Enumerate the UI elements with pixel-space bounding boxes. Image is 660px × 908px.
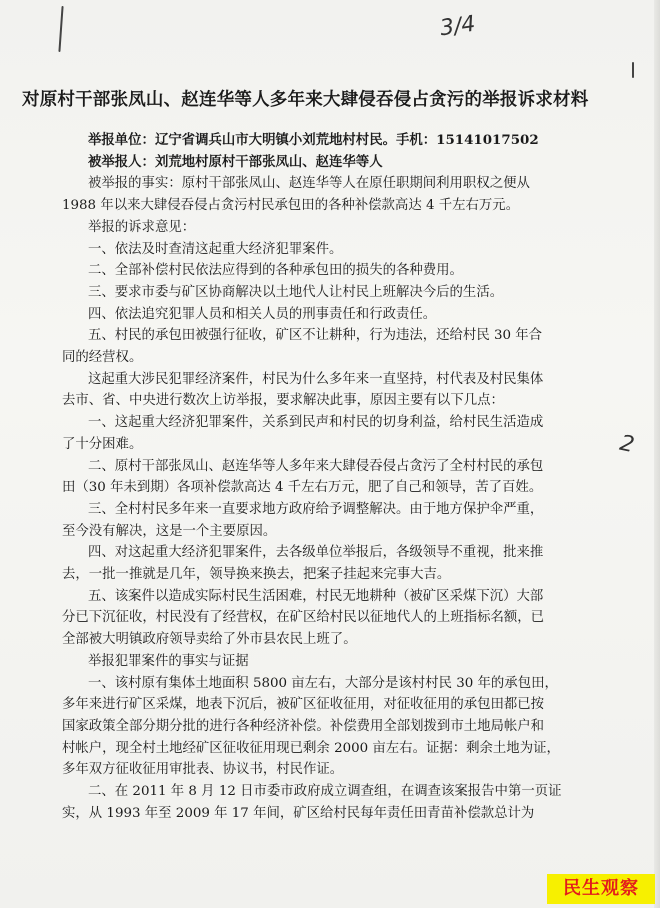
scan-edge: [654, 0, 660, 908]
demands-heading: 举报的诉求意见：: [88, 219, 196, 235]
reason-item: 全部被大明镇政府领导卖给了外市县农民上班了。: [62, 632, 357, 648]
reason-item: 分已下沉征收，村民没有了经营权，在矿区给村民以征地代人的上班指标名额，已: [62, 610, 545, 626]
demand-item: 五、村民的承包田被强行征收，矿区不让耕种，行为违法，还给村民 30 年合: [88, 328, 543, 344]
reason-item: 四、对这起重大经济犯罪案件，去各级单位举报后，各级领导不重视，批来推: [88, 545, 544, 561]
reason-item: 了十分困难。: [62, 436, 143, 452]
fact-item: 一、该村原有集体土地面积 5800 亩左右，大部分是该村村民 30 年的承包田，: [88, 675, 558, 691]
document-body: [62, 130, 622, 825]
demand-item: 一、依法及时查清这起重大经济犯罪案件。: [88, 241, 343, 257]
margin-mark: 2: [617, 430, 637, 459]
reported-line: 被举报人：刘荒地村原村干部张凤山、赵连华等人: [88, 153, 383, 170]
fact-item: 多年来进行矿区采煤，地表下沉后，被矿区征收征用，对征收征用的承包田都已按: [62, 697, 545, 713]
demand-item: 同的经营权。: [62, 350, 143, 366]
reason-item: 田（30 年未到期）各项补偿款高达 4 千左右万元，肥了自己和领导，苦了百姓。: [62, 480, 543, 496]
why-paragraph: 去市、省、中央进行数次上访举报，要求解决此事，原因主要有以下几点：: [62, 393, 504, 409]
facts-heading: 举报犯罪案件的事实与证据: [88, 653, 249, 669]
document-title: 对原村干部张凤山、赵连华等人多年来大肆侵吞侵占贪污的举报诉求材料: [22, 90, 589, 110]
reason-item: 五、该案件以造成实际村民生活困难，村民无地耕种（被矿区采煤下沉）大部: [88, 588, 544, 604]
phone-number: 15141017502: [436, 132, 539, 148]
facts-line: 被举报的事实：原村干部张凤山、赵连华等人在原任职期间利用职权之便从: [88, 176, 530, 192]
reason-item: 三、全村村民多年来一直要求地方政府给予调整解决。由于地方保护伞严重，: [88, 501, 544, 517]
reason-item: 一、这起重大经济犯罪案件，关系到民声和村民的切身利益，给村民生活造成: [88, 415, 544, 431]
pen-stroke: [632, 62, 634, 78]
reason-item: 去，一批一推就是几年，领导换来换去，把案子挂起来完事大吉。: [62, 567, 451, 583]
fact-item: 国家政策全部分期分批的进行各种经济补偿。补偿费用全部划拨到市土地局帐户和: [62, 718, 545, 734]
page-number-mark: 3/4: [438, 11, 477, 42]
reason-item: 二、原村干部张凤山、赵连华等人多年来大肆侵吞侵占贪污了全村村民的承包: [88, 458, 544, 474]
reason-item: 至今没有解决，这是一个主要原因。: [62, 523, 277, 539]
why-paragraph: 这起重大涉民犯罪经济案件，村民为什么多年来一直坚持，村代表及村民集体: [88, 371, 544, 387]
fact-item: 二、在 2011 年 8 月 12 日市委市政府成立调查组，在调查该案报告中第一页证: [88, 784, 562, 800]
reporter-line: 举报单位：辽宁省调兵山市大明镇小刘荒地村村民。手机：15141017502: [88, 132, 539, 148]
pen-stroke: [58, 6, 63, 52]
demand-item: 四、依法追究犯罪人员和相关人员的刑事责任和行政责任。: [88, 306, 437, 322]
watermark-logo: 民生观察: [547, 874, 655, 904]
demand-item: 二、全部补偿村民依法应得到的各种承包田的损失的各种费用。: [88, 263, 463, 279]
fact-item: 多年双方征收征用审批表、协议书，村民作证。: [62, 762, 344, 778]
fact-item: 实，从 1993 年至 2009 年 17 年间，矿区给村民每年责任田青苗补偿款总计为: [62, 805, 535, 821]
fact-item: 村帐户，现全村土地经矿区征收征用现已剩余 2000 亩左右。证据：剩余土地为证，: [62, 740, 560, 756]
facts-line: 1988 年以来大肆侵吞侵占贪污村民承包田的各种补偿款高达 4 千左右万元。: [62, 198, 520, 214]
demand-item: 三、要求市委与矿区协商解决以土地代人让村民上班解决今后的生活。: [88, 284, 504, 300]
